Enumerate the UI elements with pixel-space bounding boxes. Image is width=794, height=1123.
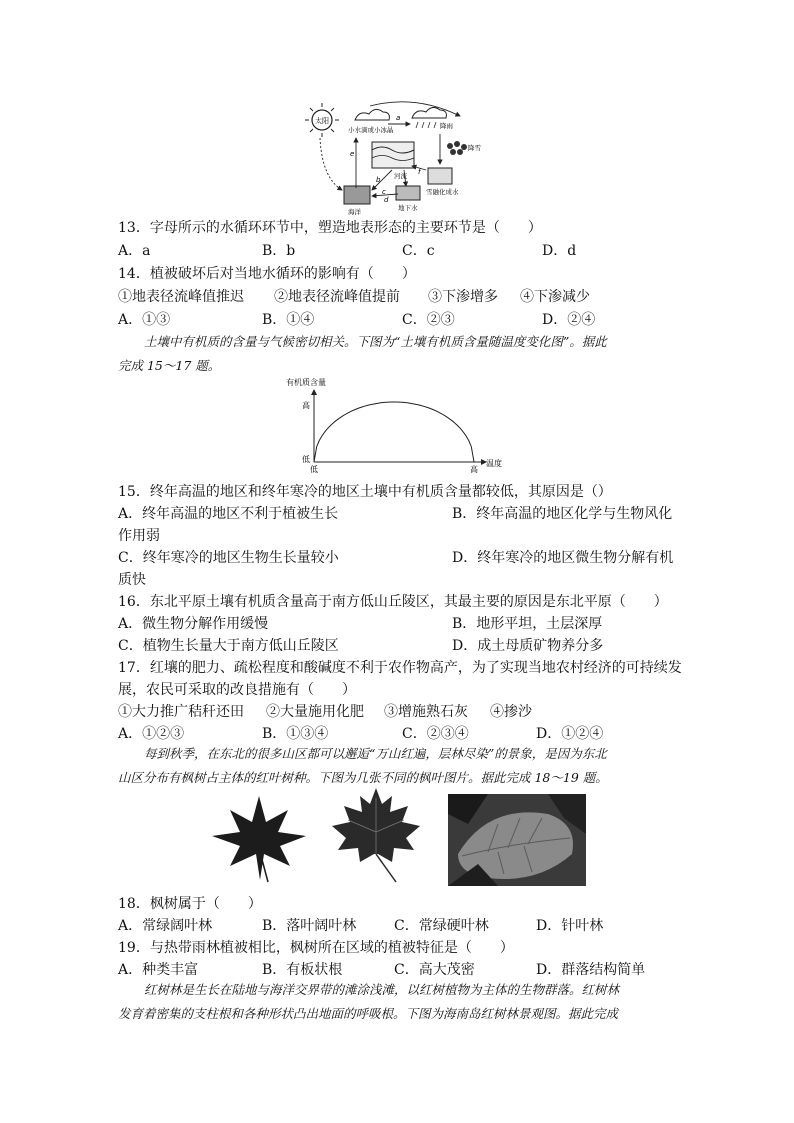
chart-x-low: 低 [310, 465, 318, 474]
chart-xlabel: 温度 [486, 459, 502, 468]
q15-option-b[interactable]: B．终年高温的地区化学与生物风化 [452, 506, 673, 522]
q15-option-d[interactable]: D．终年寒冷的地区微生物分解有机 [452, 550, 674, 566]
chart-y-low: 低 [302, 455, 310, 464]
chart-x-high: 高 [470, 465, 478, 474]
q13-stem: 13．字母所示的水循环环节中，塑造地表形态的主要环节是（ ） [118, 220, 542, 236]
material-20-line2: 发育着密集的支柱根和各种形状凸出地面的呼吸根。下图为海南岛红树林景观图。据此完成 [118, 1006, 619, 1021]
groundwater-label: 地下水 [398, 204, 418, 212]
q14-choice-3: ③下渗增多 [428, 289, 498, 305]
material-15-line2: 完成 15～17 题。 [118, 358, 221, 373]
q18-option-b[interactable]: B．落叶阔叶林 [262, 918, 357, 934]
q15-option-d-cont: 质快 [118, 572, 146, 588]
letter-a: a [396, 114, 401, 122]
q17-option-d[interactable]: D．①②④ [536, 726, 604, 742]
letter-c: c [382, 188, 386, 196]
soil-organic-chart [282, 374, 512, 474]
letter-e: e [350, 150, 355, 158]
material-15-line1: 土壤中有机质的含量与气候密切相关。下图为“土壤有机质含量随温度变化图”。据此 [144, 334, 607, 349]
mountain-block [372, 142, 414, 168]
maple-leaf-image-1 [206, 792, 312, 884]
material-18-line1: 每到秋季，在东北的很多山区都可以邂逅“万山红遍，层林尽染”的景象，是因为东北 [144, 746, 607, 761]
q17-stem-line1: 17．红壤的肥力、疏松程度和酸碱度不利于农作物高产，为了实现当地农村经济的可持续发 [118, 660, 682, 676]
snow-label: 降雪 [468, 144, 481, 152]
material-18-19 [118, 742, 678, 790]
q18-option-c[interactable]: C．常绿硬叶林 [394, 918, 489, 934]
q14-option-c[interactable]: C．②③ [402, 312, 455, 328]
letter-f: f [418, 168, 421, 176]
groundwater-block [396, 186, 420, 200]
maple-leaf-image-2 [326, 784, 426, 884]
q17-choice-2: ②大量施用化肥 [266, 704, 364, 720]
q17-choice-1: ①大力推广秸秆还田 [118, 704, 244, 720]
water-cycle-diagram [300, 98, 490, 216]
q19-option-c[interactable]: C．高大茂密 [394, 962, 475, 978]
letter-d: d [384, 196, 389, 204]
q19-option-a[interactable]: A．种类丰富 [118, 962, 199, 978]
q17-choice-3: ③增施熟石灰 [384, 704, 468, 720]
q14-option-b[interactable]: B．①④ [262, 312, 315, 328]
material-20-line1: 红树林是生长在陆地与海洋交界带的滩涂浅滩，以红树植物为主体的生物群落。红树林 [144, 982, 620, 997]
material-mangrove [118, 978, 678, 1026]
q16-option-b[interactable]: B．地形平坦，土层深厚 [452, 616, 603, 632]
q14-option-a[interactable]: A．①③ [118, 312, 171, 328]
droplet-label: 小水滴或小冰晶 [348, 126, 394, 134]
q15-option-c[interactable]: C．终年寒冷的地区生物生长量较小 [118, 550, 339, 566]
maple-leaf-image-3 [448, 794, 586, 886]
ocean-block [344, 186, 370, 204]
q19-stem: 19．与热带雨林植被相比，枫树所在区域的植被特征是（ ） [118, 940, 514, 956]
q18-option-d[interactable]: D．针叶林 [536, 918, 604, 934]
chart-series-line [314, 402, 474, 462]
ocean-label: 海洋 [348, 208, 361, 216]
river-label: 河流 [394, 172, 407, 180]
q13-option-a[interactable]: A．a [118, 243, 151, 259]
material-18-line2: 山区分布有枫树占主体的红叶树种。下图为几张不同的枫叶图片。据此完成 18～19 题。 [118, 770, 608, 785]
q14-choice-4: ④下渗减少 [520, 289, 590, 305]
q16-option-c[interactable]: C．植物生长量大于南方低山丘陵区 [118, 638, 339, 654]
q14-stem: 14．植被破坏后对当地水循环的影响有（ ） [118, 266, 416, 282]
q13-option-d[interactable]: D．d [542, 243, 577, 259]
q16-stem: 16．东北平原土壤有机质含量高于南方低山丘陵区，其最主要的原因是东北平原（ ） [118, 594, 668, 610]
q15-option-b-cont: 作用弱 [118, 528, 160, 544]
melt-label: 雪融化成水 [426, 188, 459, 196]
rain-label: 降雨 [440, 122, 453, 130]
q13-option-b[interactable]: B．b [262, 243, 296, 259]
letter-b: b [376, 176, 381, 184]
q17-stem-line2: 展，农民可采取的改良措施有（ ） [118, 682, 356, 698]
q19-option-d[interactable]: D．群落结构简单 [536, 962, 646, 978]
cloud-right-icon [412, 107, 446, 118]
cloud-left-icon [355, 109, 389, 120]
q15-stem: 15．终年高温的地区和终年寒冷的地区土壤中有机质含量都较低，其原因是（） [118, 484, 612, 500]
snowmelt-block [428, 168, 452, 184]
q18-stem: 18．枫树属于（ ） [118, 896, 262, 912]
q16-option-d[interactable]: D．成土母质矿物养分多 [452, 638, 604, 654]
q15-option-a[interactable]: A．终年高温的地区不利于植被生长 [118, 506, 339, 522]
q17-option-a[interactable]: A．①②③ [118, 726, 185, 742]
q19-option-b[interactable]: B．有板状根 [262, 962, 343, 978]
q18-option-a[interactable]: A．常绿阔叶林 [118, 918, 213, 934]
chart-y-high: 高 [302, 401, 310, 410]
q13-option-c[interactable]: C．c [402, 243, 435, 259]
q16-option-a[interactable]: A．微生物分解作用缓慢 [118, 616, 269, 632]
snow-icon [447, 141, 467, 155]
material-15-17 [118, 330, 678, 378]
q17-option-b[interactable]: B．①③④ [262, 726, 329, 742]
chart-ylabel: 有机质含量 [286, 378, 326, 387]
sun-icon [305, 103, 339, 137]
q17-option-c[interactable]: C．②③④ [402, 726, 469, 742]
q14-option-d[interactable]: D．②④ [542, 312, 596, 328]
q17-choice-4: ④掺沙 [490, 704, 532, 720]
sun-label: 太阳 [315, 117, 329, 125]
q14-choice-1: ①地表径流峰值推迟 [118, 289, 244, 305]
q14-choice-2: ②地表径流峰值提前 [274, 289, 400, 305]
